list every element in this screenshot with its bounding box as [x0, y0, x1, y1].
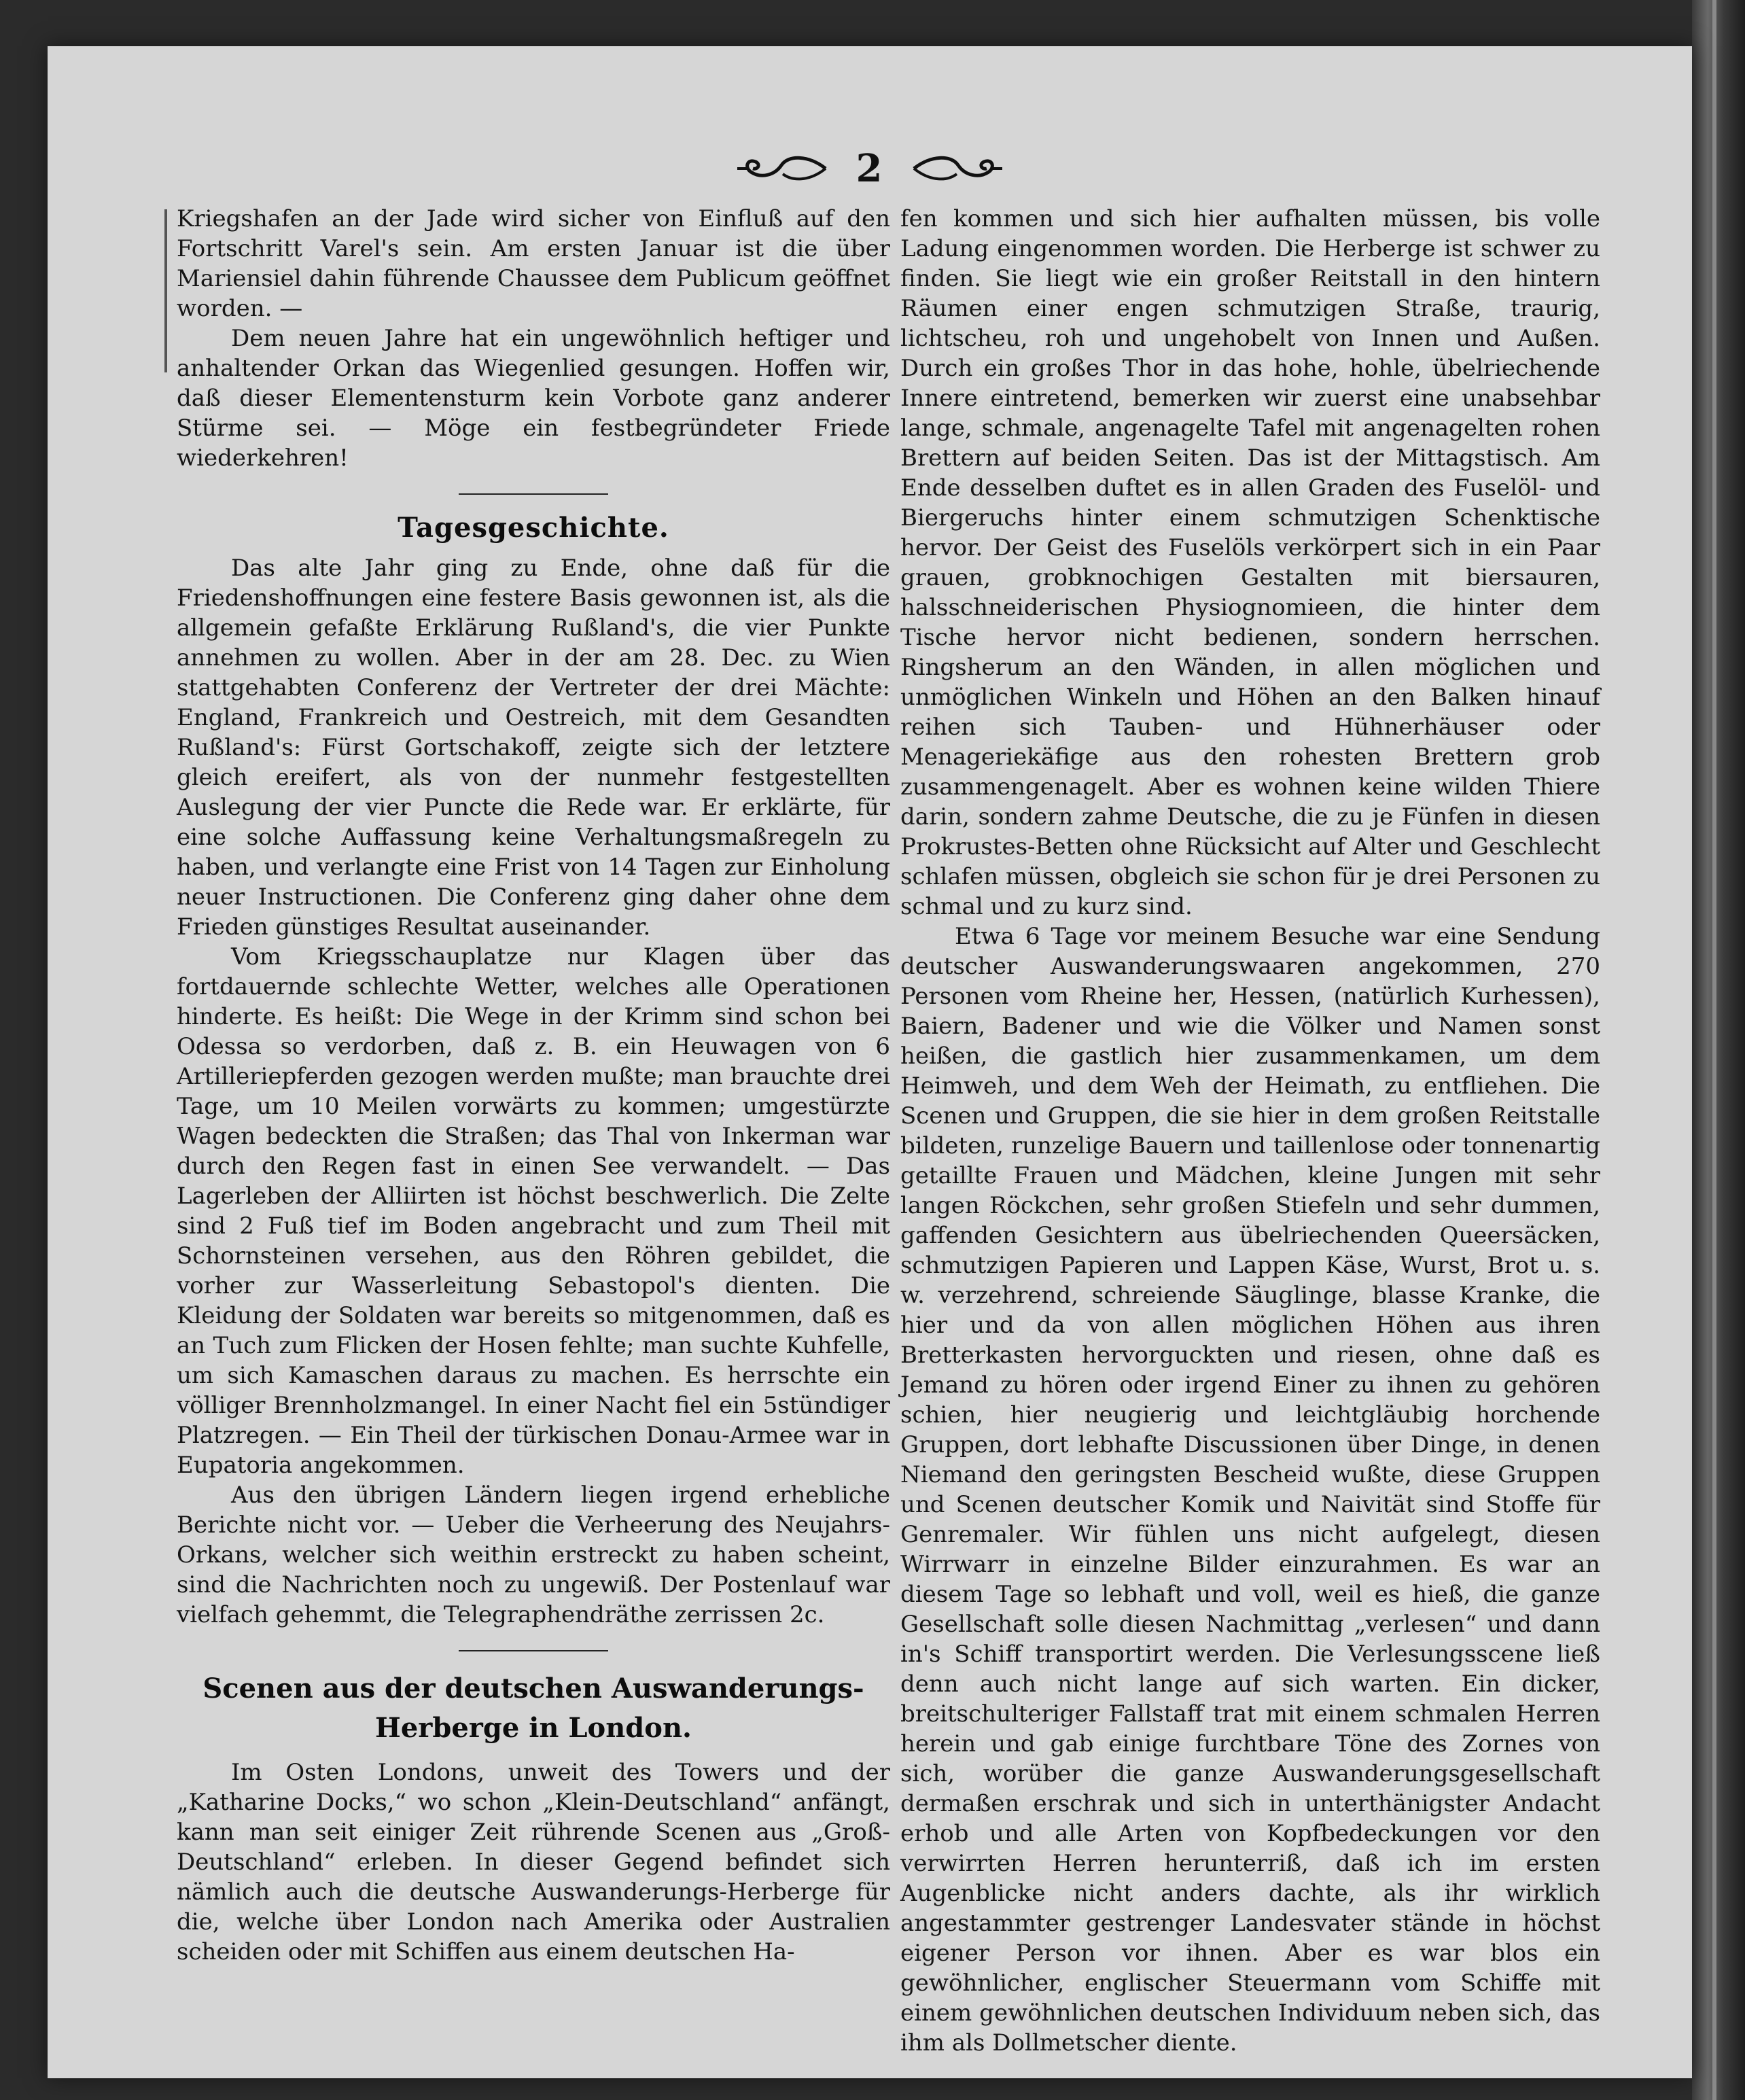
news-paragraph: Aus den übrigen Ländern liegen irgend erhebliche Berichte nicht vor. — Ueber die Verheerung des Neujahrs-Orkans, welcher sich weithin erstreckt zu haben scheint, sind die Nachrichten noch zu ungewiß. Der Postenlauf war vielfach gehemmt, die Telegraphendräthe zerrissen 2c. — [177, 1482, 890, 1628]
page-header — [48, 128, 1692, 209]
margin-mark — [164, 209, 167, 372]
section-divider — [459, 493, 608, 495]
intro-paragraph: Kriegshafen an der Jade wird sicher von Einfluß auf den Fortschritt Varel's sein. Am ersten Januar ist die über Mariensiel dahin führende Chaussee dem Publicum geöffnet worden. — — [177, 205, 890, 322]
section-title: Tagesgeschichte. — [398, 512, 669, 544]
news-paragraph: Das alte Jahr ging zu Ende, ohne daß für die Friedenshoffnungen eine festere Basis gewonnen ist, als die allgemein gefaßte Erklärung Rußland's, die vier Punkte annehmen zu wollen. Aber in der am 28. Dec. zu Wien stattgehabten Conferenz der Vertreter der drei Mächte: England, Frankreich und Oestreich, mit dem Gesandten Rußland's: Fürst Gortschakoff, zeigte sich der letztere gleich ereifert, als von der nunmehr festgestellten Auslegung der vier Puncte die Rede war. Er erklärte, für eine solche Auffassung keine Verhaltungsmaßregeln zu haben, und verlangte eine Frist von 14 Tagen zur Einholung neuer Instructionen. Die Conferenz ging daher ohne dem Frieden günstiges Resultat auseinander. — [177, 555, 890, 941]
scroll-ornament-right-icon — [911, 148, 1006, 189]
binding-line — [1712, 0, 1716, 2100]
right-column — [900, 204, 1600, 2058]
page-edge — [1692, 0, 1745, 2100]
article-title — [177, 1669, 890, 1748]
article-title-line: Scenen aus der deutschen Auswanderungs- — [202, 1673, 864, 1704]
newspaper-page — [48, 46, 1692, 2078]
article-paragraph: Im Osten Londons, unweit des Towers und der „Katharine Docks,“ wo schon „Klein-Deutschland“ anfängt, kann man seit einiger Zeit rührende Scenen aus „Groß-Deutschland“ erleben. In dieser Gegend befindet sich nämlich auch die deutsche Auswanderungs-Herberge für die, welche über London nach Amerika oder Australien scheiden oder mit Schiffen aus einem deutschen Ha- — [177, 1759, 890, 1965]
section-divider — [459, 1650, 608, 1651]
left-column — [177, 204, 890, 1967]
article-paragraph: fen kommen und sich hier aufhalten müssen, bis volle Ladung eingenommen worden. Die Herberge ist schwer zu finden. Sie liegt wie ein großer Reitstall in den hintern Räumen einer engen schmutzigen Straße, traurig, lichtscheu, roh und ungehobelt von Innen und Außen. Durch ein großes Thor in das hohe, hohle, übelriechende Innere eintretend, bemerken wir zuerst eine unabsehbar lange, schmale, angenagelte Tafel mit angenagelten rohen Brettern auf beiden Seiten. Das ist der Mittagstisch. Am Ende desselben duftet es in allen Graden des Fuselöl- und Biergeruchs hinter einem schmutzigen Schenktische hervor. Der Geist des Fuselöls verkörpert sich in ein Paar grauen, grobknochigen Gestalten mit biersauren, halsschneiderischen Physiognomieen, die hinter dem Tische hervor nicht bedienen, sondern herrschen. Ringsherum an den Wänden, in allen möglichen und unmöglichen Winkeln und Höhen an den Balken hinauf reihen sich Tauben- und Hühnerhäuser oder Menageriekäfige aus den rohesten Brettern grob zusammengenagelt. Aber es wohnen keine wilden Thiere darin, sondern zahme Deutsche, die zu je Fünfen in diesen Prokrustes-Betten ohne Rücksicht auf Alter und Geschlecht schlafen müssen, obgleich sie schon für je drei Personen zu schmal und zu kurz sind. — [900, 205, 1600, 920]
intro-paragraph: Dem neuen Jahre hat ein ungewöhnlich heftiger und anhaltender Orkan das Wiegenlied gesungen. Hoffen wir, daß dieser Elementensturm kein Vorbote ganz anderer Stürme sei. — Möge ein festbegründeter Friede wiederkehren! — [177, 325, 890, 472]
article-paragraph: Etwa 6 Tage vor meinem Besuche war eine Sendung deutscher Auswanderungswaaren angekommen, 270 Personen vom Rheine her, Hessen, (natürlich Kurhessen), Baiern, Badener und wie die Völker und Namen sonst heißen, die gastlich hier zusammenkamen, um dem Heimweh, und dem Weh der Heimath, zu entfliehen. Die Scenen und Gruppen, die sie hier in dem großen Reitstalle bildeten, runzelige Bauern und taillenlose oder tonnenartig getaillte Frauen und Mädchen, kleine Jungen mit sehr langen Röckchen, sehr großen Stiefeln und sehr dummen, gaffenden Gesichtern aus übelriechenden Queersäcken, schmutzigen Papieren und Lappen Käse, Wurst, Brot u. s. w. verzehrend, schreiende Säuglinge, blasse Kranke, die hier und da von allen möglichen Höhen aus ihren Bretterkasten hervorguckten und riesen, ohne daß es Jemand zu hören oder irgend Einer zu ihnen zu gehören schien, hier neugierig und leichtgläubig horchende Gruppen, dort lebhafte Discussionen über Dinge, in denen Niemand den geringsten Bescheid wußte, diese Gruppen und Scenen deutscher Komik und Naivität sind Stoffe für Genremaler. Wir fühlen uns nicht aufgelegt, diesen Wirrwarr in einzelne Bilder einzurahmen. Es war an diesem Tage so lebhaft und voll, weil es hieß, die ganze Gesellschaft solle diesen Nachmittag „verlesen“ und dann in's Schiff transportirt werden. Die Verlesungsscene ließ denn auch nicht lange auf sich warten. Ein dicker, breitschulteriger Fallstaff trat mit einem schmalen Herren herein und gab einige furchtbare Töne des Zornes von sich, worüber die ganze Auswanderungsgesellschaft dermaßen erschrak und sich in unterthänigster Andacht erhob und alle Arten von Kopfbedeckungen vor den verwirrten Herren herunterriß, daß ich im ersten Augenblicke nicht anders dachte, als ihr wirklich angestammter gestrenger Landesvater stände in höchst eigener Person vor ihnen. Aber es war blos ein gewöhnlicher, englischer Steuermann vom Schiffe mit einem gewöhnlichen deutschen Individuum neben sich, das ihm als Dollmetscher diente. — [900, 923, 1600, 2057]
page-number: 2 — [856, 146, 884, 191]
article-title-line: Herberge in London. — [375, 1712, 692, 1744]
news-paragraph: Vom Kriegsschauplatze nur Klagen über das fortdauernde schlechte Wetter, welches alle Operationen hinderte. Es heißt: Die Wege in der Krimm sind schon bei Odessa so verdorben, daß z. B. ein Heuwagen von 6 Artilleriepferden gezogen werden mußte; man brauchte drei Tage, um 10 Meilen vorwärts zu kommen; umgestürzte Wagen bedeckten die Straßen; das Thal von Inkerman war durch den Regen fast in einen See verwandelt. — Das Lagerleben der Alliirten ist höchst beschwerlich. Die Zelte sind 2 Fuß tief im Boden angebracht und zum Theil mit Schornsteinen versehen, aus den Röhren gebildet, die vorher zur Wasserleitung Sebastopol's dienten. Die Kleidung der Soldaten war bereits so mitgenommen, daß es an Tuch zum Flicken der Hosen fehlte; man suchte Kuhfelle, um sich Kamaschen daraus zu machen. Es herrschte ein völliger Brennholzmangel. In einer Nacht fiel ein 5stündiger Platzregen. — Ein Theil der türkischen Donau-Armee war in Eupatoria angekommen. — [177, 943, 890, 1479]
scroll-ornament-left-icon — [734, 148, 829, 189]
